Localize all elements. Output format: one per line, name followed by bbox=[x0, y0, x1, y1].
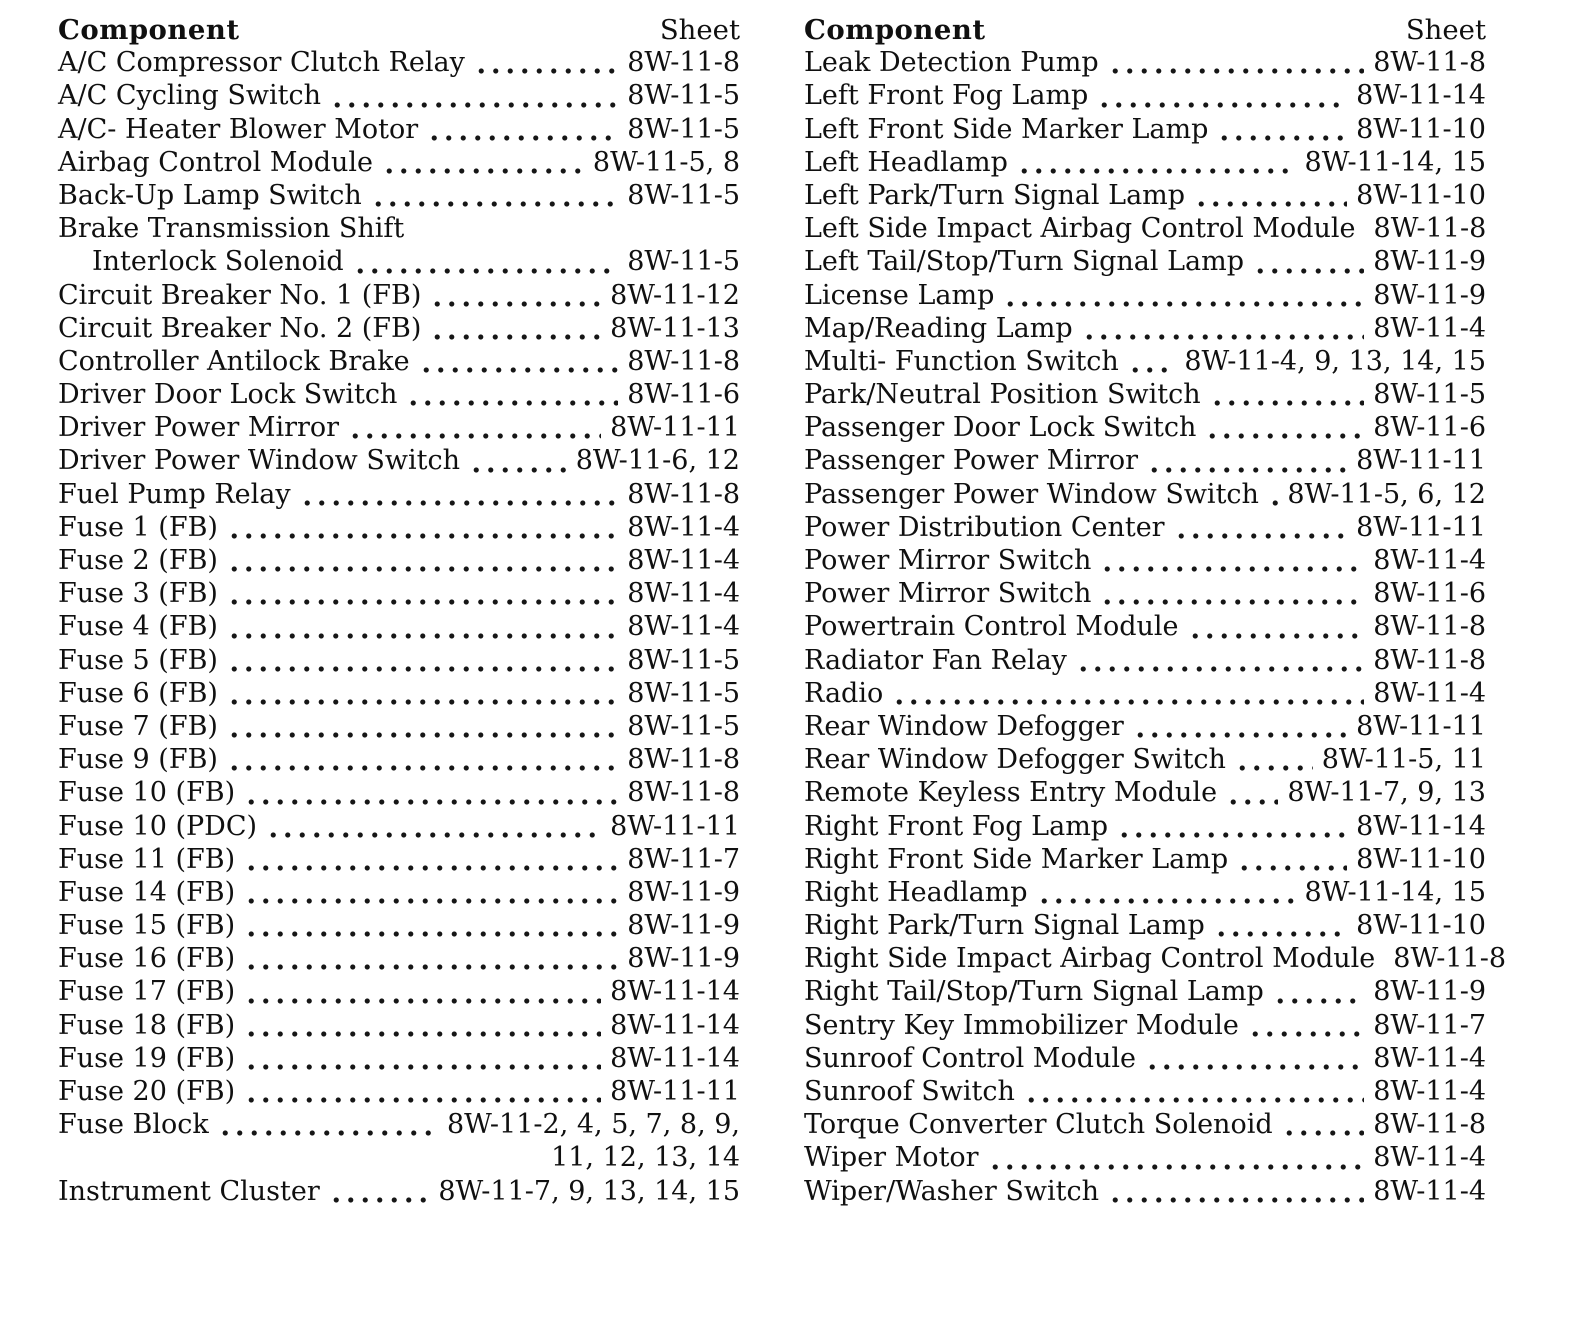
dot-leader bbox=[382, 147, 584, 180]
index-entry bbox=[58, 611, 740, 644]
dot-leader bbox=[371, 180, 618, 213]
component-name: Fuse 10 (FB) bbox=[58, 777, 236, 809]
component-name: Left Front Side Marker Lamp bbox=[804, 113, 1209, 145]
index-entry bbox=[58, 180, 740, 213]
dot-leader bbox=[353, 246, 619, 279]
sheet-number: 8W-11-8 bbox=[1393, 943, 1507, 975]
dot-leader bbox=[227, 611, 618, 644]
index-entry bbox=[58, 47, 740, 80]
index-entry bbox=[804, 213, 1486, 246]
sheet-number: 8W-11-5, 6, 12 bbox=[1287, 478, 1486, 510]
index-entry bbox=[804, 777, 1486, 810]
dot-leader bbox=[430, 280, 601, 313]
component-name: Power Mirror Switch bbox=[804, 578, 1092, 610]
dot-leader bbox=[419, 346, 619, 379]
sheet-number: 8W-11-8 bbox=[1373, 644, 1486, 676]
sheet-number: 8W-11-13 bbox=[610, 312, 740, 344]
component-name: Circuit Breaker No. 2 (FB) bbox=[58, 312, 422, 344]
index-entry bbox=[58, 645, 740, 678]
index-entry bbox=[804, 180, 1486, 213]
component-name: Remote Keyless Entry Module bbox=[804, 777, 1218, 809]
dot-leader bbox=[227, 744, 618, 777]
dot-leader bbox=[227, 512, 618, 545]
index-entry bbox=[804, 47, 1486, 80]
component-name: Fuse 3 (FB) bbox=[58, 578, 218, 610]
component-name: Back-Up Lamp Switch bbox=[58, 179, 362, 211]
component-name: Fuse 10 (PDC) bbox=[58, 810, 258, 842]
component-name: Right Front Fog Lamp bbox=[804, 810, 1109, 842]
index-entry bbox=[58, 445, 740, 478]
dot-leader bbox=[1097, 80, 1347, 113]
index-column-right bbox=[804, 14, 1507, 1209]
sheet-number: 8W-11-6 bbox=[1373, 412, 1486, 444]
dot-leader bbox=[1082, 313, 1365, 346]
dot-leader bbox=[1253, 246, 1364, 279]
index-entry bbox=[804, 412, 1486, 445]
dot-leader bbox=[330, 80, 618, 113]
dot-leader bbox=[227, 645, 618, 678]
index-entry bbox=[804, 114, 1486, 147]
component-name: Power Mirror Switch bbox=[804, 545, 1092, 576]
index-entry bbox=[804, 479, 1486, 512]
component-name: Map/Reading Lamp bbox=[804, 312, 1073, 344]
sheet-number: 8W-11-8 bbox=[1373, 611, 1486, 643]
index-entry bbox=[804, 1142, 1486, 1175]
sheet-number: 8W-11-4 bbox=[1373, 545, 1486, 576]
dot-leader bbox=[266, 811, 601, 844]
component-name: Wiper/Washer Switch bbox=[804, 1175, 1099, 1207]
dot-leader bbox=[227, 711, 618, 744]
component-header-label: Component bbox=[804, 14, 986, 46]
dot-leader bbox=[244, 877, 618, 910]
index-entry bbox=[58, 1043, 740, 1076]
sheet-number: 8W-11-4 bbox=[1373, 1042, 1486, 1074]
index-entry bbox=[804, 943, 1507, 976]
sheet-number: 8W-11-6, 12 bbox=[575, 445, 740, 477]
dot-leader bbox=[1003, 280, 1364, 313]
index-entry bbox=[804, 1109, 1486, 1142]
sheet-number: 8W-11-11 bbox=[610, 1076, 740, 1107]
component-name: Wiper Motor bbox=[804, 1142, 979, 1174]
index-entry bbox=[804, 611, 1486, 644]
dot-leader bbox=[1188, 611, 1365, 644]
component-name: A/C Compressor Clutch Relay bbox=[58, 47, 465, 79]
dot-leader bbox=[406, 379, 618, 412]
sheet-number: 8W-11-5 bbox=[1373, 379, 1486, 411]
index-entry bbox=[804, 645, 1486, 678]
index-entry bbox=[804, 711, 1486, 744]
dot-leader bbox=[1024, 1076, 1364, 1109]
sheet-number: 8W-11-9 bbox=[1373, 279, 1486, 311]
component-name: Leak Detection Pump bbox=[804, 47, 1099, 79]
index-entry bbox=[804, 379, 1486, 412]
dot-leader bbox=[1273, 976, 1365, 1009]
index-entry bbox=[804, 147, 1486, 180]
sheet-number: 8W-11-14 bbox=[610, 976, 740, 1008]
dot-leader bbox=[430, 313, 601, 346]
dot-leader bbox=[244, 943, 618, 976]
dot-leader bbox=[1194, 180, 1347, 213]
index-entry bbox=[58, 1142, 740, 1175]
component-name: Rear Window Defogger Switch bbox=[804, 744, 1226, 776]
sheet-number: 8W-11-4 bbox=[627, 545, 740, 576]
index-entry bbox=[804, 246, 1486, 279]
component-name: Right Headlamp bbox=[804, 876, 1028, 908]
index-entry-list bbox=[804, 47, 1507, 1209]
sheet-number: 8W-11-4 bbox=[627, 611, 740, 643]
component-name: Power Distribution Center bbox=[804, 511, 1165, 543]
index-entry bbox=[58, 545, 740, 578]
component-name: Sentry Key Immobilizer Module bbox=[804, 1009, 1239, 1041]
component-name: Fuse 5 (FB) bbox=[58, 644, 218, 676]
dot-leader bbox=[1108, 1176, 1364, 1209]
component-name: Multi- Function Switch bbox=[804, 345, 1119, 377]
sheet-number: 8W-11-9 bbox=[627, 910, 740, 942]
dot-leader bbox=[300, 479, 619, 512]
dot-leader bbox=[244, 777, 618, 810]
sheet-number: 8W-11-11 bbox=[1356, 445, 1486, 477]
dot-leader bbox=[1214, 910, 1347, 943]
component-name: Fuse 6 (FB) bbox=[58, 677, 218, 709]
sheet-header-label: Sheet bbox=[1405, 14, 1486, 46]
sheet-number: 8W-11-11 bbox=[610, 412, 740, 444]
component-name: Brake Transmission Shift bbox=[58, 213, 405, 245]
component-name: Radiator Fan Relay bbox=[804, 644, 1067, 676]
component-name: Fuse 4 (FB) bbox=[58, 611, 218, 643]
sheet-number: 8W-11-5 bbox=[627, 80, 740, 112]
component-name: Fuse 16 (FB) bbox=[58, 943, 236, 975]
component-name: Driver Power Mirror bbox=[58, 412, 340, 444]
sheet-number: 8W-11-14 bbox=[610, 1042, 740, 1074]
component-name: Rear Window Defogger bbox=[804, 710, 1124, 742]
sheet-number: 8W-11-10 bbox=[1356, 179, 1486, 211]
component-name: A/C Cycling Switch bbox=[58, 80, 321, 112]
index-entry bbox=[804, 1176, 1486, 1209]
sheet-number: 8W-11-10 bbox=[1356, 113, 1486, 145]
dot-leader bbox=[1237, 844, 1347, 877]
sheet-number: 8W-11-7, 9, 13, 14, 15 bbox=[438, 1175, 740, 1207]
index-entry bbox=[58, 711, 740, 744]
component-name: Interlock Solenoid bbox=[92, 246, 344, 278]
sheet-number: 8W-11-7 bbox=[1373, 1009, 1486, 1041]
dot-leader bbox=[1017, 147, 1296, 180]
component-name: Circuit Breaker No. 1 (FB) bbox=[58, 279, 422, 311]
index-entry bbox=[58, 412, 740, 445]
index-entry bbox=[58, 943, 740, 976]
sheet-number: 8W-11-5 bbox=[627, 246, 740, 278]
sheet-number: 11, 12, 13, 14 bbox=[551, 1142, 740, 1174]
index-column-left bbox=[58, 14, 740, 1209]
dot-leader bbox=[1133, 711, 1347, 744]
index-entry bbox=[804, 844, 1486, 877]
dot-leader bbox=[1210, 379, 1365, 412]
component-name: Left Park/Turn Signal Lamp bbox=[804, 179, 1186, 211]
component-name: Controller Antilock Brake bbox=[58, 345, 410, 377]
dot-leader bbox=[1147, 445, 1347, 478]
sheet-number: 8W-11-8 bbox=[1373, 213, 1487, 245]
dot-leader bbox=[218, 1109, 438, 1142]
sheet-number: 8W-11-2, 4, 5, 7, 8, 9, bbox=[446, 1109, 740, 1141]
dot-leader bbox=[1037, 877, 1296, 910]
dot-leader bbox=[244, 844, 618, 877]
index-entry bbox=[58, 678, 740, 711]
dot-leader bbox=[1282, 1109, 1365, 1142]
sheet-number: 8W-11-14 bbox=[610, 1009, 740, 1041]
component-name: Driver Door Lock Switch bbox=[58, 379, 398, 411]
index-entry bbox=[58, 213, 740, 246]
component-name: Sunroof Switch bbox=[804, 1076, 1015, 1107]
sheet-number: 8W-11-11 bbox=[1356, 511, 1486, 543]
sheet-number: 8W-11-10 bbox=[1356, 843, 1486, 875]
index-entry bbox=[58, 80, 740, 113]
column-header bbox=[804, 14, 1486, 47]
dot-leader bbox=[1248, 1010, 1364, 1043]
component-name: Left Front Fog Lamp bbox=[804, 80, 1089, 112]
dot-leader bbox=[227, 578, 618, 611]
component-name: Fuse 11 (FB) bbox=[58, 843, 236, 875]
component-name: Passenger Door Lock Switch bbox=[804, 412, 1197, 444]
column-header bbox=[58, 14, 740, 47]
component-name: Airbag Control Module bbox=[58, 146, 374, 178]
index-entry bbox=[804, 744, 1486, 777]
dot-leader bbox=[244, 976, 601, 1009]
component-name: Fuse 9 (FB) bbox=[58, 744, 218, 776]
index-entry bbox=[804, 1076, 1486, 1109]
sheet-number: 8W-11-5, 11 bbox=[1321, 744, 1486, 776]
index-entry bbox=[58, 1010, 740, 1043]
index-entry bbox=[58, 578, 740, 611]
sheet-number: 8W-11-8 bbox=[627, 478, 740, 510]
component-name: Passenger Power Mirror bbox=[804, 445, 1139, 477]
sheet-number: 8W-11-4 bbox=[1373, 677, 1486, 709]
index-entry bbox=[58, 976, 740, 1009]
index-entry bbox=[58, 246, 740, 279]
dot-leader bbox=[1217, 114, 1347, 147]
index-entry bbox=[58, 512, 740, 545]
component-name: Fuse 19 (FB) bbox=[58, 1042, 236, 1074]
sheet-number: 8W-11-5 bbox=[627, 644, 740, 676]
index-entry bbox=[804, 1043, 1486, 1076]
sheet-number: 8W-11-5 bbox=[627, 710, 740, 742]
index-entry bbox=[804, 512, 1486, 545]
index-entry bbox=[804, 346, 1486, 379]
component-name: Left Side Impact Airbag Control Module bbox=[804, 213, 1356, 245]
dot-leader bbox=[244, 1076, 601, 1109]
sheet-number: 8W-11-4 bbox=[627, 511, 740, 543]
component-name: Fuse 7 (FB) bbox=[58, 710, 218, 742]
dot-leader bbox=[1145, 1043, 1364, 1076]
sheet-number: 8W-11-8 bbox=[1373, 47, 1486, 79]
sheet-number: 8W-11-4 bbox=[1373, 1142, 1486, 1174]
component-name: Fuse 20 (FB) bbox=[58, 1076, 236, 1107]
sheet-number: 8W-11-12 bbox=[610, 279, 740, 311]
dot-leader bbox=[1174, 512, 1347, 545]
index-entry bbox=[804, 578, 1486, 611]
index-entry-list bbox=[58, 47, 740, 1209]
component-name: Park/Neutral Position Switch bbox=[804, 379, 1201, 411]
component-name: License Lamp bbox=[804, 279, 995, 311]
component-name: Fuse Block bbox=[58, 1109, 209, 1141]
component-name: Right Front Side Marker Lamp bbox=[804, 843, 1229, 875]
index-entry bbox=[804, 976, 1486, 1009]
index-entry bbox=[804, 811, 1486, 844]
dot-leader bbox=[892, 678, 1364, 711]
dot-leader bbox=[1117, 811, 1347, 844]
component-name: Powertrain Control Module bbox=[804, 611, 1179, 643]
sheet-number: 8W-11-4 bbox=[1373, 312, 1486, 344]
sheet-number: 8W-11-8 bbox=[627, 744, 740, 776]
dot-leader bbox=[348, 412, 601, 445]
component-name: Instrument Cluster bbox=[58, 1175, 320, 1207]
index-entry bbox=[58, 744, 740, 777]
index-entry bbox=[58, 877, 740, 910]
sheet-number: 8W-11-7 bbox=[627, 843, 740, 875]
component-name: Driver Power Window Switch bbox=[58, 445, 460, 477]
sheet-number: 8W-11-5 bbox=[627, 179, 740, 211]
index-entry bbox=[804, 80, 1486, 113]
index-entry bbox=[804, 678, 1486, 711]
sheet-number: 8W-11-14, 15 bbox=[1304, 876, 1486, 908]
dot-leader bbox=[474, 47, 618, 80]
component-name: Fuse 15 (FB) bbox=[58, 910, 236, 942]
component-name: Left Headlamp bbox=[804, 146, 1008, 178]
index-entry bbox=[804, 313, 1486, 346]
dot-leader bbox=[1108, 47, 1365, 80]
sheet-number: 8W-11-9 bbox=[627, 943, 740, 975]
component-name: Fuse 2 (FB) bbox=[58, 545, 218, 576]
dot-leader bbox=[329, 1176, 430, 1209]
component-name: Fuel Pump Relay bbox=[58, 478, 291, 510]
sheet-number: 8W-11-4 bbox=[1373, 1175, 1486, 1207]
sheet-header-label: Sheet bbox=[659, 14, 740, 46]
index-entry bbox=[58, 479, 740, 512]
sheet-number: 8W-11-9 bbox=[627, 876, 740, 908]
dot-leader bbox=[244, 1043, 601, 1076]
sheet-number: 8W-11-14 bbox=[1356, 80, 1486, 112]
sheet-number: 8W-11-8 bbox=[627, 777, 740, 809]
index-entry bbox=[804, 1010, 1486, 1043]
index-entry bbox=[58, 280, 740, 313]
sheet-number: 8W-11-6 bbox=[627, 379, 740, 411]
index-entry bbox=[804, 545, 1486, 578]
sheet-number: 8W-11-5 bbox=[627, 113, 740, 145]
component-name: Torque Converter Clutch Solenoid bbox=[804, 1109, 1273, 1141]
dot-leader bbox=[1076, 645, 1364, 678]
dot-leader bbox=[427, 114, 618, 147]
sheet-number: 8W-11-8 bbox=[627, 47, 740, 79]
sheet-number: 8W-11-9 bbox=[1373, 976, 1486, 1008]
dot-leader bbox=[1205, 412, 1364, 445]
index-entry bbox=[804, 445, 1486, 478]
component-name: Fuse 17 (FB) bbox=[58, 976, 236, 1008]
dot-leader bbox=[1268, 479, 1278, 512]
component-name: Right Tail/Stop/Turn Signal Lamp bbox=[804, 976, 1264, 1008]
dot-leader bbox=[227, 678, 618, 711]
dot-leader bbox=[244, 1010, 601, 1043]
sheet-number: 8W-11-9 bbox=[1373, 246, 1486, 278]
index-entry bbox=[804, 877, 1486, 910]
sheet-number: 8W-11-8 bbox=[627, 345, 740, 377]
index-entry bbox=[58, 1109, 740, 1142]
dot-leader bbox=[227, 545, 618, 578]
component-name: Sunroof Control Module bbox=[804, 1042, 1136, 1074]
dot-leader bbox=[1128, 346, 1176, 379]
index-entry bbox=[804, 910, 1486, 943]
sheet-number: 8W-11-6 bbox=[1373, 578, 1486, 610]
sheet-number: 8W-11-5, 8 bbox=[592, 146, 740, 178]
sheet-number: 8W-11-8 bbox=[1373, 1109, 1486, 1141]
index-entry bbox=[804, 280, 1486, 313]
dot-leader bbox=[1226, 777, 1278, 810]
component-name: Passenger Power Window Switch bbox=[804, 478, 1259, 510]
component-name: A/C- Heater Blower Motor bbox=[58, 113, 419, 145]
sheet-number: 8W-11-4 bbox=[1373, 1076, 1486, 1107]
dot-leader bbox=[1100, 545, 1364, 578]
dot-leader bbox=[1235, 744, 1313, 777]
sheet-number: 8W-11-14 bbox=[1356, 810, 1486, 842]
component-name: Fuse 1 (FB) bbox=[58, 511, 218, 543]
dot-leader bbox=[469, 445, 567, 478]
sheet-number: 8W-11-7, 9, 13 bbox=[1287, 777, 1486, 809]
index-entry bbox=[58, 147, 740, 180]
dot-leader bbox=[244, 910, 618, 943]
index-entry bbox=[58, 777, 740, 810]
index-entry bbox=[58, 910, 740, 943]
sheet-number: 8W-11-11 bbox=[610, 810, 740, 842]
index-entry bbox=[58, 313, 740, 346]
dot-leader bbox=[988, 1142, 1365, 1175]
component-header-label: Component bbox=[58, 14, 240, 46]
component-name: Fuse 18 (FB) bbox=[58, 1009, 236, 1041]
index-entry bbox=[58, 1076, 740, 1109]
component-name: Left Tail/Stop/Turn Signal Lamp bbox=[804, 246, 1245, 278]
index-entry bbox=[58, 114, 740, 147]
component-name: Right Side Impact Airbag Control Module bbox=[804, 943, 1376, 975]
sheet-number: 8W-11-4 bbox=[627, 578, 740, 610]
index-entry bbox=[58, 379, 740, 412]
dot-leader bbox=[1100, 578, 1364, 611]
component-name: Right Park/Turn Signal Lamp bbox=[804, 910, 1205, 942]
component-name: Radio bbox=[804, 677, 884, 709]
index-entry bbox=[58, 346, 740, 379]
sheet-number: 8W-11-5 bbox=[627, 677, 740, 709]
index-entry bbox=[58, 1176, 740, 1209]
sheet-number: 8W-11-11 bbox=[1356, 710, 1486, 742]
sheet-number: 8W-11-14, 15 bbox=[1304, 146, 1486, 178]
sheet-number: 8W-11-10 bbox=[1356, 910, 1486, 942]
index-entry bbox=[58, 844, 740, 877]
index-entry bbox=[58, 811, 740, 844]
component-name: Fuse 14 (FB) bbox=[58, 876, 236, 908]
sheet-number: 8W-11-4, 9, 13, 14, 15 bbox=[1184, 345, 1486, 377]
